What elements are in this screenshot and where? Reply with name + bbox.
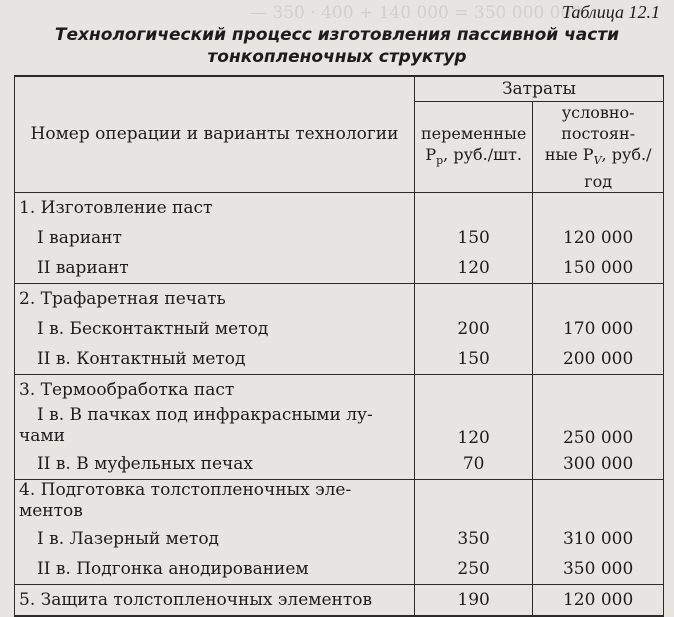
- variant-name: I вариант: [15, 223, 415, 253]
- fixed-cost: 120 000: [533, 223, 664, 253]
- variable-cost: 200: [415, 314, 533, 344]
- variant-name: II в. В муфельных печах: [15, 449, 415, 480]
- variable-cost: 70: [415, 449, 533, 480]
- variable-cost: 350: [415, 524, 533, 554]
- table-row: [15, 405, 664, 449]
- variant-name: II вариант: [15, 253, 415, 284]
- fixed-cost: 170 000: [533, 314, 664, 344]
- table-row: [15, 524, 664, 554]
- table-row: [15, 554, 664, 585]
- table-row: [15, 223, 664, 253]
- group-label: 3. Термообработка паст: [15, 375, 415, 406]
- process-cost-table: [14, 75, 664, 617]
- group-label: 5. Защита толстопленочных элементов: [15, 585, 415, 617]
- fixed-cost: 200 000: [533, 344, 664, 375]
- variant-name-cont: чами: [19, 426, 65, 447]
- variable-cost: 120: [415, 253, 533, 284]
- variable-cost: 250: [415, 554, 533, 585]
- header-operation: Номер операции и варианты технологии: [15, 76, 415, 193]
- group-label: 4. Подготовка толстопленочных эле- ментов: [15, 480, 415, 525]
- variant-name: II в. Подгонка анодированием: [15, 554, 415, 585]
- bleed-through-text: — 350 · 400 + 140 000 = 350 000 000: [250, 3, 583, 23]
- table-title-line-2: тонкопленочных структур: [207, 47, 467, 67]
- table-row: [15, 585, 664, 617]
- variant-name: I в. Лазерный метод: [15, 524, 415, 554]
- table-row: [15, 344, 664, 375]
- fixed-cost: 300 000: [533, 449, 664, 480]
- variable-cost: 120: [415, 405, 533, 449]
- group-label: 2. Трафаретная печать: [15, 284, 415, 315]
- fixed-cost: 120 000: [533, 585, 664, 617]
- header-costs: Затраты: [415, 76, 664, 102]
- fixed-cost: 150 000: [533, 253, 664, 284]
- group-label: 1. Изготовление паст: [15, 193, 415, 224]
- variant-name: I в. Бесконтактный метод: [15, 314, 415, 344]
- table-row: [15, 314, 664, 344]
- table-title-line-1: Технологический процесс изготовления пассивной части: [54, 25, 620, 45]
- table-caption: Таблица 12.1: [561, 2, 660, 22]
- header-fixed: условно-постоян- ные $P_V$, руб./год: [533, 102, 664, 193]
- variable-cost: 190: [415, 585, 533, 617]
- fixed-cost: 350 000: [533, 554, 664, 585]
- variant-name: I в. В пачках под инфракрасными лу- чами: [15, 405, 415, 449]
- header-variable: переменные $P_p$, руб./шт.: [415, 102, 533, 193]
- variant-name: II в. Контактный метод: [15, 344, 415, 375]
- variable-cost: 150: [415, 344, 533, 375]
- fixed-cost: 310 000: [533, 524, 664, 554]
- table-row: [15, 449, 664, 480]
- fixed-cost: 250 000: [533, 405, 664, 449]
- table-row: [15, 253, 664, 284]
- variable-cost: 150: [415, 223, 533, 253]
